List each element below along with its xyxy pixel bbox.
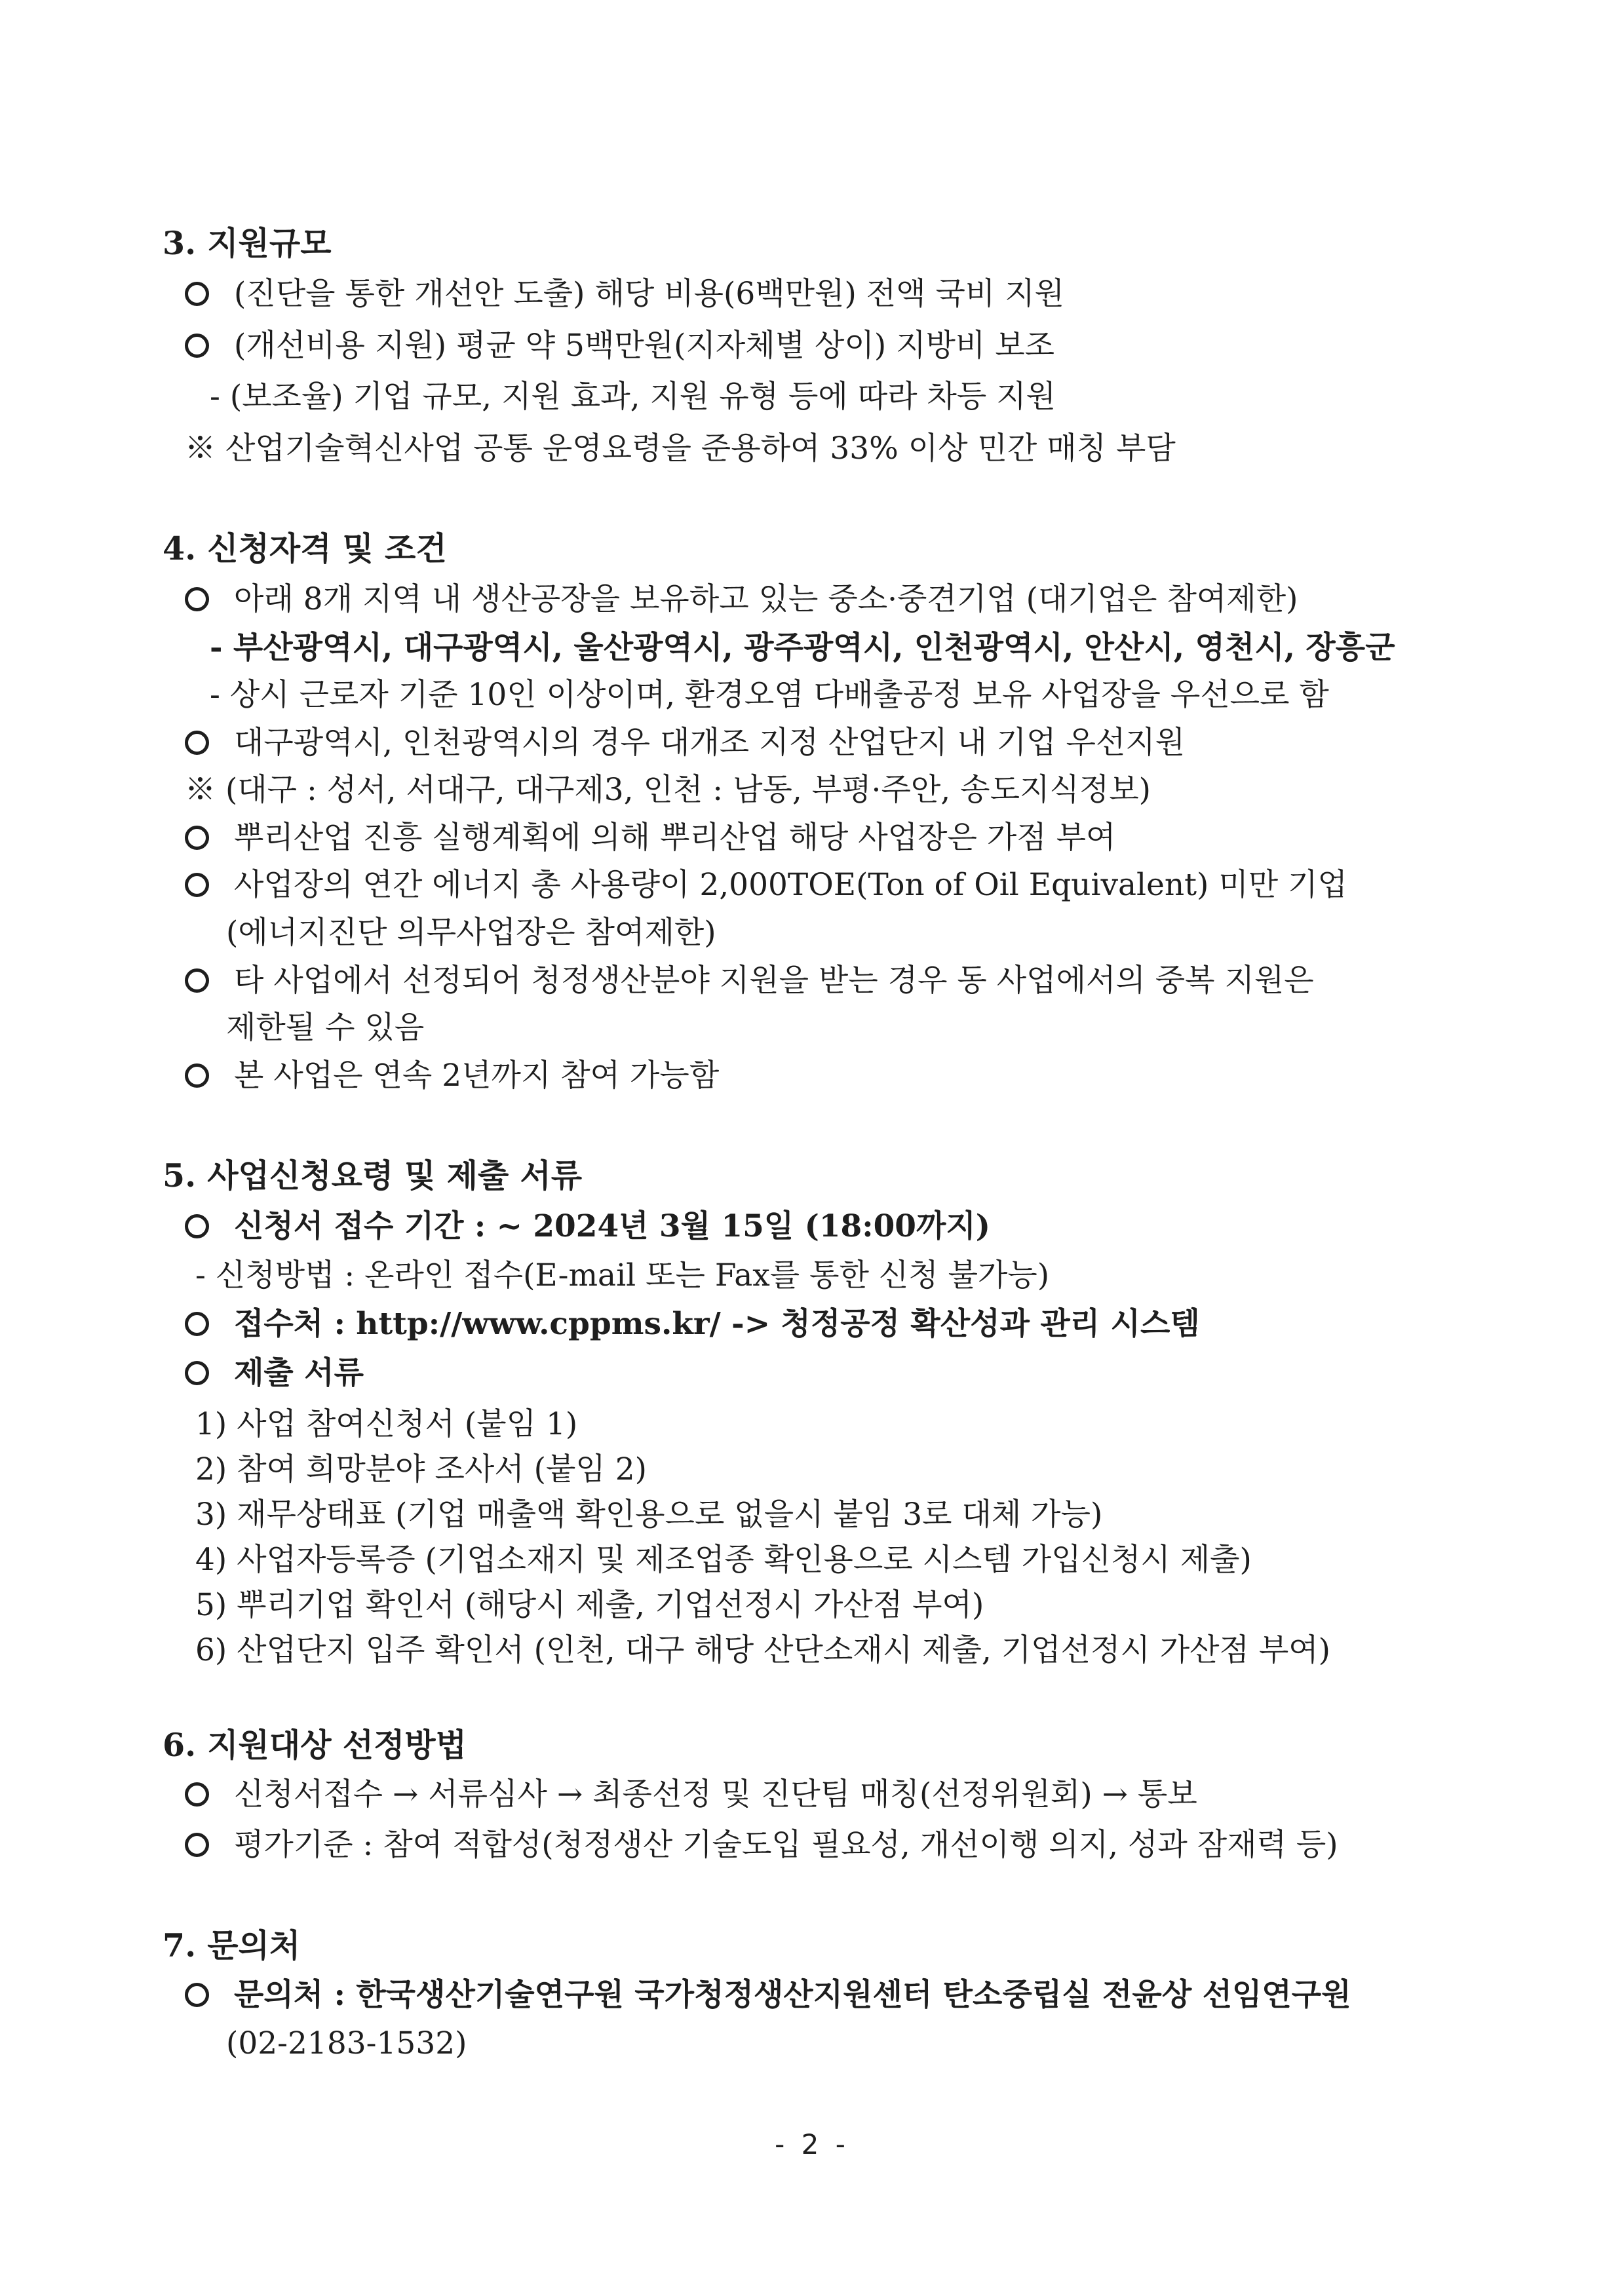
circle-bullet-icon: [185, 282, 209, 306]
circle-bullet-icon: [185, 1063, 209, 1088]
list-item: (개선비용 지원) 평균 약 5백만원(지자체별 상이) 지방비 보조: [185, 326, 1054, 366]
list-item: 제출 서류: [185, 1353, 364, 1394]
section-5-heading: 5. 사업신청요령 및 제출 서류: [163, 1157, 583, 1195]
numbered-item: 4) 사업자등록증 (기업소재지 및 제조업종 확인용으로 시스템 가입신청시 제출): [195, 1542, 1252, 1578]
list-item: 아래 8개 지역 내 생산공장을 보유하고 있는 중소·중견기업 (대기업은 참여제한): [185, 579, 1298, 620]
section-7-heading: 7. 문의처: [163, 1926, 301, 1964]
list-item: 신청서접수 → 서류심사 → 최종선정 및 진단팀 매칭(선정위원회) → 통보: [185, 1774, 1197, 1815]
circle-bullet-icon: [185, 1312, 209, 1336]
list-item-continuation: (02-2183-1532): [226, 2025, 467, 2061]
region-list: - 부산광역시, 대구광역시, 울산광역시, 광주광역시, 인천광역시, 안산시, 영천시, 장흥군: [210, 630, 1395, 666]
list-item-continuation: (에너지진단 의무사업장은 참여제한): [226, 915, 716, 951]
list-item: 신청서 접수 기간 : ~ 2024년 3월 15일 (18:00까지): [185, 1206, 990, 1247]
circle-bullet-icon: [185, 826, 209, 850]
section-4-heading: 4. 신청자격 및 조건: [163, 529, 447, 567]
circle-bullet-icon: [185, 731, 209, 755]
list-item: - 신청방법 : 온라인 접수(E-mail 또는 Fax를 통한 신청 불가능): [195, 1257, 1050, 1293]
list-item: 평가기준 : 참여 적합성(청정생산 기술도입 필요성, 개선이행 의지, 성과 잠재력 등): [185, 1825, 1338, 1866]
list-item: 타 사업에서 선정되어 청정생산분야 지원을 받는 경우 동 사업에서의 중복 지원은: [185, 961, 1314, 1001]
circle-bullet-icon: [185, 968, 209, 993]
circle-bullet-icon: [185, 587, 209, 611]
circle-bullet-icon: [185, 1983, 209, 2007]
section-3-heading: 3. 지원규모: [163, 224, 332, 262]
note-item: ※ 산업기술혁신사업 공통 운영요령을 준용하여 33% 이상 민간 매칭 부담: [185, 430, 1176, 467]
circle-bullet-icon: [185, 1214, 209, 1238]
list-item: 본 사업은 연속 2년까지 참여 가능함: [185, 1056, 719, 1096]
list-item: - (보조율) 기업 규모, 지원 효과, 지원 유형 등에 따라 차등 지원: [210, 379, 1056, 415]
list-item: (진단을 통한 개선안 도출) 해당 비용(6백만원) 전액 국비 지원: [185, 274, 1064, 315]
numbered-item: 1) 사업 참여신청서 (붙임 1): [195, 1406, 578, 1442]
list-item: 뿌리산업 진흥 실행계획에 의해 뿌리산업 해당 사업장은 가점 부여: [185, 818, 1115, 858]
list-item: 대구광역시, 인천광역시의 경우 대개조 지정 산업단지 내 기업 우선지원: [185, 723, 1185, 763]
circle-bullet-icon: [185, 1833, 209, 1857]
numbered-item: 5) 뿌리기업 확인서 (해당시 제출, 기업선정시 가산점 부여): [195, 1587, 984, 1623]
list-item: 접수처 : http://www.cppms.kr/ -> 청정공정 확산성과 관리 시스템: [185, 1304, 1200, 1345]
list-item: 사업장의 연간 에너지 총 사용량이 2,000TOE(Ton of Oil Equivalent) 미만 기업: [185, 865, 1347, 906]
note-item: ※ (대구 : 성서, 서대구, 대구제3, 인천 : 남동, 부평·주안, 송도지식정보): [185, 772, 1151, 808]
list-item: 문의처 : 한국생산기술연구원 국가청정생산지원센터 탄소중립실 전윤상 선임연구원: [185, 1975, 1351, 2016]
list-item-continuation: 제한될 수 있음: [226, 1010, 425, 1046]
list-item: - 상시 근로자 기준 10인 이상이며, 환경오염 다배출공정 보유 사업장을 우선으로 함: [210, 677, 1329, 713]
section-6-heading: 6. 지원대상 선정방법: [163, 1726, 467, 1764]
numbered-item: 6) 산업단지 입주 확인서 (인천, 대구 해당 산단소재시 제출, 기업선정시 가산점 부여): [195, 1632, 1330, 1668]
circle-bullet-icon: [185, 1782, 209, 1807]
circle-bullet-icon: [185, 873, 209, 897]
numbered-item: 3) 재무상태표 (기업 매출액 확인용으로 없을시 붙임 3로 대체 가능): [195, 1497, 1103, 1533]
page-number: - 2 -: [775, 2128, 849, 2160]
circle-bullet-icon: [185, 334, 209, 358]
numbered-item: 2) 참여 희망분야 조사서 (붙임 2): [195, 1451, 647, 1487]
circle-bullet-icon: [185, 1361, 209, 1385]
